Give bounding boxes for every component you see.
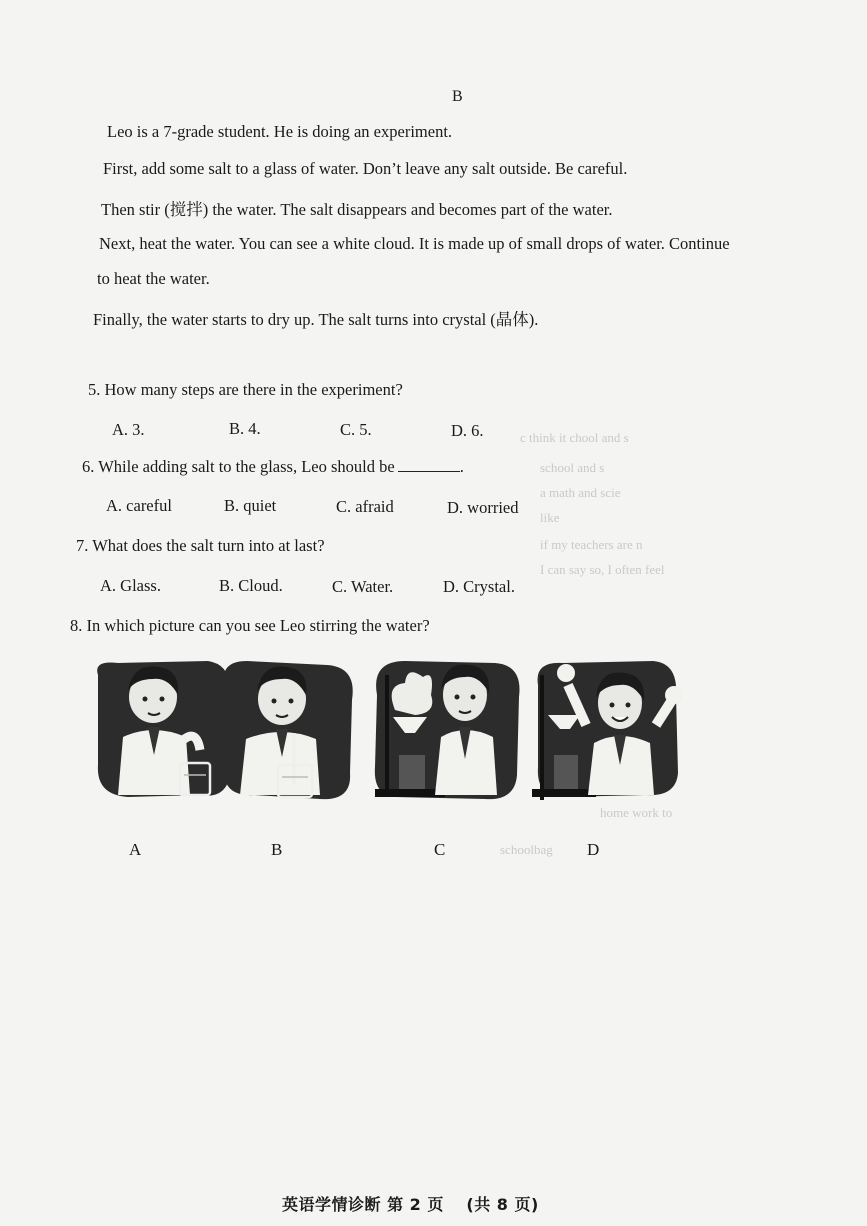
- question-7-option-b[interactable]: B. Cloud.: [219, 576, 283, 595]
- period: .: [459, 457, 464, 476]
- picture-label-c: C: [434, 840, 446, 859]
- passage-line: Next, heat the water. You can see a white cloud. It is made up of small drops of water. Continue: [99, 234, 730, 253]
- bleed-through-text: like: [540, 510, 560, 525]
- question-5-option-d[interactable]: D. 6.: [451, 421, 484, 440]
- question-6-option-a[interactable]: A. careful: [106, 496, 172, 515]
- stirring-water-picture[interactable]: [212, 655, 362, 805]
- bleed-through-text: c think it chool and s: [520, 430, 629, 445]
- section-label: B: [452, 88, 463, 105]
- question-8-stem: 8. In which picture can you see Leo stirring the water?: [70, 616, 430, 635]
- bleed-through-text: if my teachers are n: [540, 537, 643, 552]
- question-7-option-d[interactable]: D. Crystal.: [443, 577, 515, 596]
- passage-line: to heat the water.: [97, 269, 210, 288]
- page-footer: 英语学情诊断 第 2 页 (共 8 页): [282, 1195, 539, 1214]
- question-5-option-b[interactable]: B. 4.: [229, 419, 261, 438]
- passage-line: First, add some salt to a glass of water. Don’t leave any salt outside. Be careful.: [103, 159, 628, 178]
- question-5-stem: 5. How many steps are there in the experiment?: [88, 380, 403, 399]
- question-6-stem-wrap: [82, 457, 464, 477]
- question-6-option-d[interactable]: D. worried: [447, 498, 519, 517]
- question-6-stem: 6. While adding salt to the glass, Leo should be: [82, 457, 395, 476]
- question-6-option-b[interactable]: B. quiet: [224, 496, 277, 515]
- bleed-through-text: school and s: [540, 460, 605, 475]
- picture-label-a: A: [129, 840, 142, 859]
- cheering-crystal-picture[interactable]: [528, 655, 688, 805]
- picture-label-d: D: [587, 840, 600, 859]
- question-6-option-c[interactable]: C. afraid: [336, 497, 394, 516]
- passage-line: Finally, the water starts to dry up. The salt turns into crystal (晶体).: [93, 310, 539, 329]
- picture-label-b: B: [271, 840, 283, 859]
- bleed-through-text: I can say so, I often feel: [540, 562, 665, 577]
- question-5-option-a[interactable]: A. 3.: [112, 420, 145, 439]
- passage-line: Then stir (搅拌) the water. The salt disappears and becomes part of the water.: [101, 200, 613, 219]
- question-5-option-c[interactable]: C. 5.: [340, 420, 372, 439]
- answer-blank[interactable]: [398, 457, 460, 472]
- question-7-option-a[interactable]: A. Glass.: [100, 576, 161, 595]
- question-7-stem: 7. What does the salt turn into at last?: [76, 536, 325, 555]
- bleed-through-text: schoolbag: [500, 842, 553, 857]
- bleed-through-text: home work to: [600, 805, 673, 820]
- question-7-option-c[interactable]: C. Water.: [332, 577, 394, 596]
- passage-line: Leo is a 7-grade student. He is doing an experiment.: [107, 122, 453, 141]
- bleed-through-text: a math and scie: [540, 485, 621, 500]
- heating-water-picture[interactable]: [365, 655, 525, 805]
